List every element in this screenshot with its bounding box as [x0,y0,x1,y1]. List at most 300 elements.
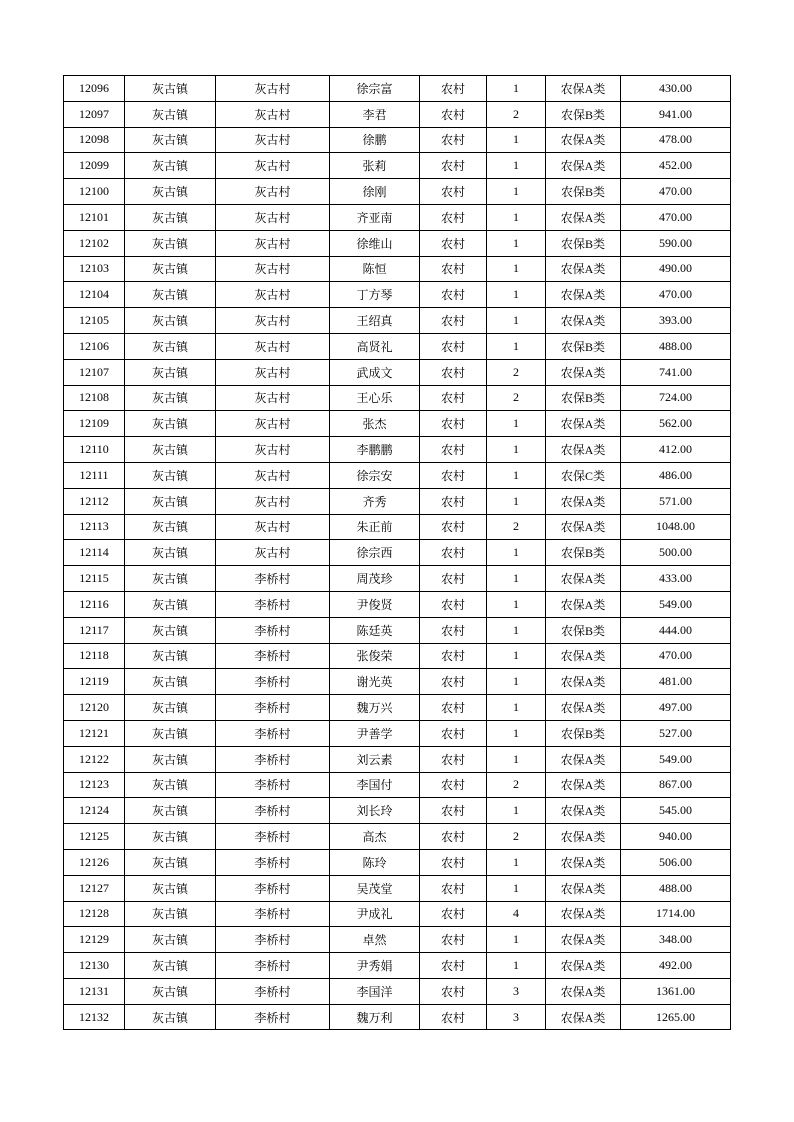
person-count-cell: 1 [487,333,546,359]
amount-cell: 590.00 [621,230,731,256]
insurance-category-cell: 农保A类 [546,824,621,850]
table-row [64,437,731,463]
insurance-category-cell: 农保B类 [546,617,621,643]
insurance-category-cell: 农保A类 [546,643,621,669]
village-cell: 灰古村 [216,540,330,566]
residence-type-cell: 农村 [420,153,487,179]
village-cell: 灰古村 [216,437,330,463]
person-count-cell: 1 [487,720,546,746]
record-id-cell: 12122 [64,746,125,772]
town-cell: 灰古镇 [125,256,216,282]
table-row [64,127,731,153]
town-cell: 灰古镇 [125,669,216,695]
village-cell: 灰古村 [216,385,330,411]
amount-cell: 488.00 [621,333,731,359]
record-id-cell: 12100 [64,179,125,205]
amount-cell: 562.00 [621,411,731,437]
table-row [64,359,731,385]
table-row [64,720,731,746]
insurance-category-cell: 农保B类 [546,333,621,359]
town-cell: 灰古镇 [125,849,216,875]
amount-cell: 348.00 [621,927,731,953]
residence-type-cell: 农村 [420,230,487,256]
town-cell: 灰古镇 [125,953,216,979]
village-cell: 灰古村 [216,488,330,514]
record-id-cell: 12105 [64,308,125,334]
insurance-category-cell: 农保A类 [546,695,621,721]
amount-cell: 433.00 [621,566,731,592]
insurance-category-cell: 农保A类 [546,978,621,1004]
table-row [64,411,731,437]
residence-type-cell: 农村 [420,411,487,437]
table-row [64,927,731,953]
town-cell: 灰古镇 [125,617,216,643]
table-row [64,953,731,979]
record-id-cell: 12121 [64,720,125,746]
village-cell: 灰古村 [216,462,330,488]
insurance-category-cell: 农保A类 [546,901,621,927]
record-id-cell: 12112 [64,488,125,514]
record-id-cell: 12101 [64,204,125,230]
amount-cell: 549.00 [621,746,731,772]
record-id-cell: 12129 [64,927,125,953]
residence-type-cell: 农村 [420,256,487,282]
amount-cell: 393.00 [621,308,731,334]
village-cell: 李桥村 [216,643,330,669]
table-row [64,978,731,1004]
table-row [64,540,731,566]
person-name-cell: 张莉 [330,153,420,179]
village-cell: 灰古村 [216,179,330,205]
town-cell: 灰古镇 [125,643,216,669]
person-count-cell: 1 [487,875,546,901]
village-cell: 李桥村 [216,824,330,850]
table-row [64,179,731,205]
person-count-cell: 1 [487,230,546,256]
person-count-cell: 4 [487,901,546,927]
table-row [64,875,731,901]
record-id-cell: 12099 [64,153,125,179]
record-id-cell: 12106 [64,333,125,359]
person-name-cell: 齐秀 [330,488,420,514]
person-count-cell: 1 [487,282,546,308]
table-row [64,849,731,875]
residence-type-cell: 农村 [420,720,487,746]
person-name-cell: 尹秀娟 [330,953,420,979]
residence-type-cell: 农村 [420,540,487,566]
residence-type-cell: 农村 [420,695,487,721]
table-row [64,566,731,592]
village-cell: 李桥村 [216,1004,330,1030]
insurance-category-cell: 农保A类 [546,746,621,772]
table-row [64,824,731,850]
person-count-cell: 1 [487,953,546,979]
person-name-cell: 吴茂堂 [330,875,420,901]
amount-cell: 470.00 [621,204,731,230]
amount-cell: 741.00 [621,359,731,385]
table-row [64,514,731,540]
amount-cell: 571.00 [621,488,731,514]
residence-type-cell: 农村 [420,901,487,927]
amount-cell: 490.00 [621,256,731,282]
person-count-cell: 2 [487,772,546,798]
village-cell: 李桥村 [216,669,330,695]
person-count-cell: 1 [487,746,546,772]
amount-cell: 724.00 [621,385,731,411]
table-row [64,617,731,643]
record-id-cell: 12097 [64,101,125,127]
residence-type-cell: 农村 [420,1004,487,1030]
person-count-cell: 2 [487,385,546,411]
amount-cell: 941.00 [621,101,731,127]
village-cell: 灰古村 [216,359,330,385]
person-name-cell: 魏万利 [330,1004,420,1030]
amount-cell: 486.00 [621,462,731,488]
table-row [64,746,731,772]
residence-type-cell: 农村 [420,488,487,514]
person-count-cell: 1 [487,76,546,102]
village-cell: 灰古村 [216,514,330,540]
person-name-cell: 朱正前 [330,514,420,540]
record-id-cell: 12117 [64,617,125,643]
table-row [64,385,731,411]
insurance-category-cell: 农保A类 [546,669,621,695]
insurance-category-cell: 农保B类 [546,540,621,566]
town-cell: 灰古镇 [125,695,216,721]
town-cell: 灰古镇 [125,179,216,205]
town-cell: 灰古镇 [125,76,216,102]
insurance-category-cell: 农保A类 [546,953,621,979]
town-cell: 灰古镇 [125,901,216,927]
town-cell: 灰古镇 [125,230,216,256]
residence-type-cell: 农村 [420,824,487,850]
table-row [64,462,731,488]
person-count-cell: 1 [487,256,546,282]
village-cell: 李桥村 [216,901,330,927]
town-cell: 灰古镇 [125,746,216,772]
village-cell: 李桥村 [216,746,330,772]
amount-cell: 1265.00 [621,1004,731,1030]
village-cell: 李桥村 [216,772,330,798]
village-cell: 李桥村 [216,849,330,875]
record-id-cell: 12109 [64,411,125,437]
residence-type-cell: 农村 [420,359,487,385]
residence-type-cell: 农村 [420,953,487,979]
person-name-cell: 王绍真 [330,308,420,334]
person-name-cell: 张俊荣 [330,643,420,669]
person-count-cell: 1 [487,617,546,643]
person-count-cell: 1 [487,695,546,721]
residence-type-cell: 农村 [420,76,487,102]
town-cell: 灰古镇 [125,153,216,179]
insurance-category-cell: 农保B类 [546,720,621,746]
village-cell: 灰古村 [216,76,330,102]
village-cell: 李桥村 [216,617,330,643]
residence-type-cell: 农村 [420,179,487,205]
person-name-cell: 高贤礼 [330,333,420,359]
person-name-cell: 陈廷英 [330,617,420,643]
person-count-cell: 2 [487,359,546,385]
town-cell: 灰古镇 [125,720,216,746]
person-name-cell: 徐维山 [330,230,420,256]
residence-type-cell: 农村 [420,746,487,772]
table-row [64,695,731,721]
village-cell: 灰古村 [216,101,330,127]
insurance-category-cell: 农保A类 [546,566,621,592]
amount-cell: 1048.00 [621,514,731,540]
person-count-cell: 1 [487,798,546,824]
town-cell: 灰古镇 [125,101,216,127]
record-id-cell: 12114 [64,540,125,566]
village-cell: 李桥村 [216,927,330,953]
amount-cell: 506.00 [621,849,731,875]
record-id-cell: 12115 [64,566,125,592]
table-row [64,333,731,359]
insurance-category-cell: 农保A类 [546,437,621,463]
record-id-cell: 12108 [64,385,125,411]
insurance-category-cell: 农保A类 [546,849,621,875]
table-row [64,282,731,308]
village-cell: 李桥村 [216,978,330,1004]
amount-cell: 470.00 [621,643,731,669]
town-cell: 灰古镇 [125,927,216,953]
table-row [64,1004,731,1030]
amount-cell: 549.00 [621,591,731,617]
record-id-cell: 12132 [64,1004,125,1030]
residence-type-cell: 农村 [420,282,487,308]
amount-cell: 488.00 [621,875,731,901]
person-name-cell: 周茂珍 [330,566,420,592]
person-count-cell: 1 [487,411,546,437]
village-cell: 灰古村 [216,282,330,308]
town-cell: 灰古镇 [125,540,216,566]
person-count-cell: 1 [487,927,546,953]
residence-type-cell: 农村 [420,798,487,824]
amount-cell: 527.00 [621,720,731,746]
insurance-category-cell: 农保A类 [546,76,621,102]
amount-cell: 1361.00 [621,978,731,1004]
village-cell: 李桥村 [216,875,330,901]
record-id-cell: 12098 [64,127,125,153]
table-row [64,643,731,669]
record-id-cell: 12113 [64,514,125,540]
insurance-category-cell: 农保A类 [546,308,621,334]
person-count-cell: 3 [487,978,546,1004]
record-id-cell: 12103 [64,256,125,282]
insurance-category-cell: 农保A类 [546,204,621,230]
record-id-cell: 12118 [64,643,125,669]
amount-cell: 497.00 [621,695,731,721]
record-id-cell: 12104 [64,282,125,308]
village-cell: 李桥村 [216,953,330,979]
residence-type-cell: 农村 [420,437,487,463]
person-name-cell: 李国付 [330,772,420,798]
insurance-category-cell: 农保B类 [546,179,621,205]
village-cell: 灰古村 [216,230,330,256]
amount-cell: 452.00 [621,153,731,179]
person-count-cell: 1 [487,591,546,617]
person-name-cell: 陈玲 [330,849,420,875]
table-row [64,901,731,927]
record-id-cell: 12096 [64,76,125,102]
table-row [64,308,731,334]
person-name-cell: 刘长玲 [330,798,420,824]
person-name-cell: 李鹏鹏 [330,437,420,463]
insurance-category-cell: 农保C类 [546,462,621,488]
table-row [64,772,731,798]
town-cell: 灰古镇 [125,824,216,850]
insurance-category-cell: 农保A类 [546,282,621,308]
insurance-category-cell: 农保A类 [546,798,621,824]
person-count-cell: 2 [487,514,546,540]
insurance-category-cell: 农保A类 [546,1004,621,1030]
town-cell: 灰古镇 [125,333,216,359]
record-id-cell: 12123 [64,772,125,798]
village-cell: 灰古村 [216,308,330,334]
person-count-cell: 1 [487,488,546,514]
residence-type-cell: 农村 [420,617,487,643]
person-count-cell: 2 [487,824,546,850]
village-cell: 李桥村 [216,591,330,617]
amount-cell: 1714.00 [621,901,731,927]
record-id-cell: 12116 [64,591,125,617]
town-cell: 灰古镇 [125,1004,216,1030]
residence-type-cell: 农村 [420,127,487,153]
person-count-cell: 1 [487,540,546,566]
residence-type-cell: 农村 [420,927,487,953]
person-name-cell: 徐宗西 [330,540,420,566]
insurance-category-cell: 农保A类 [546,359,621,385]
insurance-category-cell: 农保B类 [546,385,621,411]
village-cell: 灰古村 [216,127,330,153]
table-row [64,101,731,127]
record-id-cell: 12107 [64,359,125,385]
person-name-cell: 尹成礼 [330,901,420,927]
person-count-cell: 1 [487,566,546,592]
person-name-cell: 丁方琴 [330,282,420,308]
record-id-cell: 12102 [64,230,125,256]
table-row [64,488,731,514]
village-cell: 李桥村 [216,798,330,824]
record-id-cell: 12124 [64,798,125,824]
amount-cell: 940.00 [621,824,731,850]
residence-type-cell: 农村 [420,669,487,695]
amount-cell: 412.00 [621,437,731,463]
residence-type-cell: 农村 [420,308,487,334]
person-name-cell: 张杰 [330,411,420,437]
village-cell: 李桥村 [216,720,330,746]
residence-type-cell: 农村 [420,978,487,1004]
village-cell: 灰古村 [216,333,330,359]
record-id-cell: 12127 [64,875,125,901]
record-id-cell: 12110 [64,437,125,463]
village-cell: 李桥村 [216,695,330,721]
person-name-cell: 徐鹏 [330,127,420,153]
village-cell: 灰古村 [216,411,330,437]
insurance-category-cell: 农保A类 [546,591,621,617]
amount-cell: 867.00 [621,772,731,798]
person-count-cell: 1 [487,462,546,488]
insurance-category-cell: 农保B类 [546,230,621,256]
insurance-category-cell: 农保A类 [546,875,621,901]
residence-type-cell: 农村 [420,462,487,488]
amount-cell: 444.00 [621,617,731,643]
residence-type-cell: 农村 [420,643,487,669]
person-count-cell: 2 [487,101,546,127]
amount-cell: 500.00 [621,540,731,566]
town-cell: 灰古镇 [125,411,216,437]
person-name-cell: 尹善学 [330,720,420,746]
insurance-category-cell: 农保A类 [546,127,621,153]
town-cell: 灰古镇 [125,462,216,488]
residence-type-cell: 农村 [420,849,487,875]
person-count-cell: 1 [487,204,546,230]
village-cell: 灰古村 [216,204,330,230]
residence-type-cell: 农村 [420,385,487,411]
record-id-cell: 12131 [64,978,125,1004]
town-cell: 灰古镇 [125,798,216,824]
record-id-cell: 12125 [64,824,125,850]
amount-cell: 492.00 [621,953,731,979]
town-cell: 灰古镇 [125,566,216,592]
subsidy-table [63,75,731,1030]
residence-type-cell: 农村 [420,772,487,798]
insurance-category-cell: 农保A类 [546,514,621,540]
town-cell: 灰古镇 [125,772,216,798]
town-cell: 灰古镇 [125,514,216,540]
person-count-cell: 1 [487,849,546,875]
record-id-cell: 12119 [64,669,125,695]
insurance-category-cell: 农保A类 [546,927,621,953]
residence-type-cell: 农村 [420,566,487,592]
person-name-cell: 齐亚南 [330,204,420,230]
table-row [64,256,731,282]
residence-type-cell: 农村 [420,101,487,127]
table-row [64,204,731,230]
residence-type-cell: 农村 [420,333,487,359]
person-name-cell: 武成文 [330,359,420,385]
insurance-category-cell: 农保A类 [546,153,621,179]
village-cell: 灰古村 [216,256,330,282]
person-count-cell: 3 [487,1004,546,1030]
table-row [64,798,731,824]
residence-type-cell: 农村 [420,204,487,230]
person-name-cell: 徐刚 [330,179,420,205]
person-name-cell: 李国洋 [330,978,420,1004]
amount-cell: 478.00 [621,127,731,153]
town-cell: 灰古镇 [125,591,216,617]
person-name-cell: 卓然 [330,927,420,953]
person-name-cell: 魏万兴 [330,695,420,721]
person-name-cell: 李君 [330,101,420,127]
person-count-cell: 1 [487,179,546,205]
town-cell: 灰古镇 [125,359,216,385]
residence-type-cell: 农村 [420,591,487,617]
record-id-cell: 12120 [64,695,125,721]
amount-cell: 470.00 [621,282,731,308]
record-id-cell: 12128 [64,901,125,927]
person-count-cell: 1 [487,153,546,179]
insurance-category-cell: 农保A类 [546,256,621,282]
record-id-cell: 12111 [64,462,125,488]
town-cell: 灰古镇 [125,488,216,514]
town-cell: 灰古镇 [125,204,216,230]
subsidy-table-body [64,76,731,1030]
town-cell: 灰古镇 [125,978,216,1004]
amount-cell: 481.00 [621,669,731,695]
town-cell: 灰古镇 [125,875,216,901]
table-row [64,230,731,256]
